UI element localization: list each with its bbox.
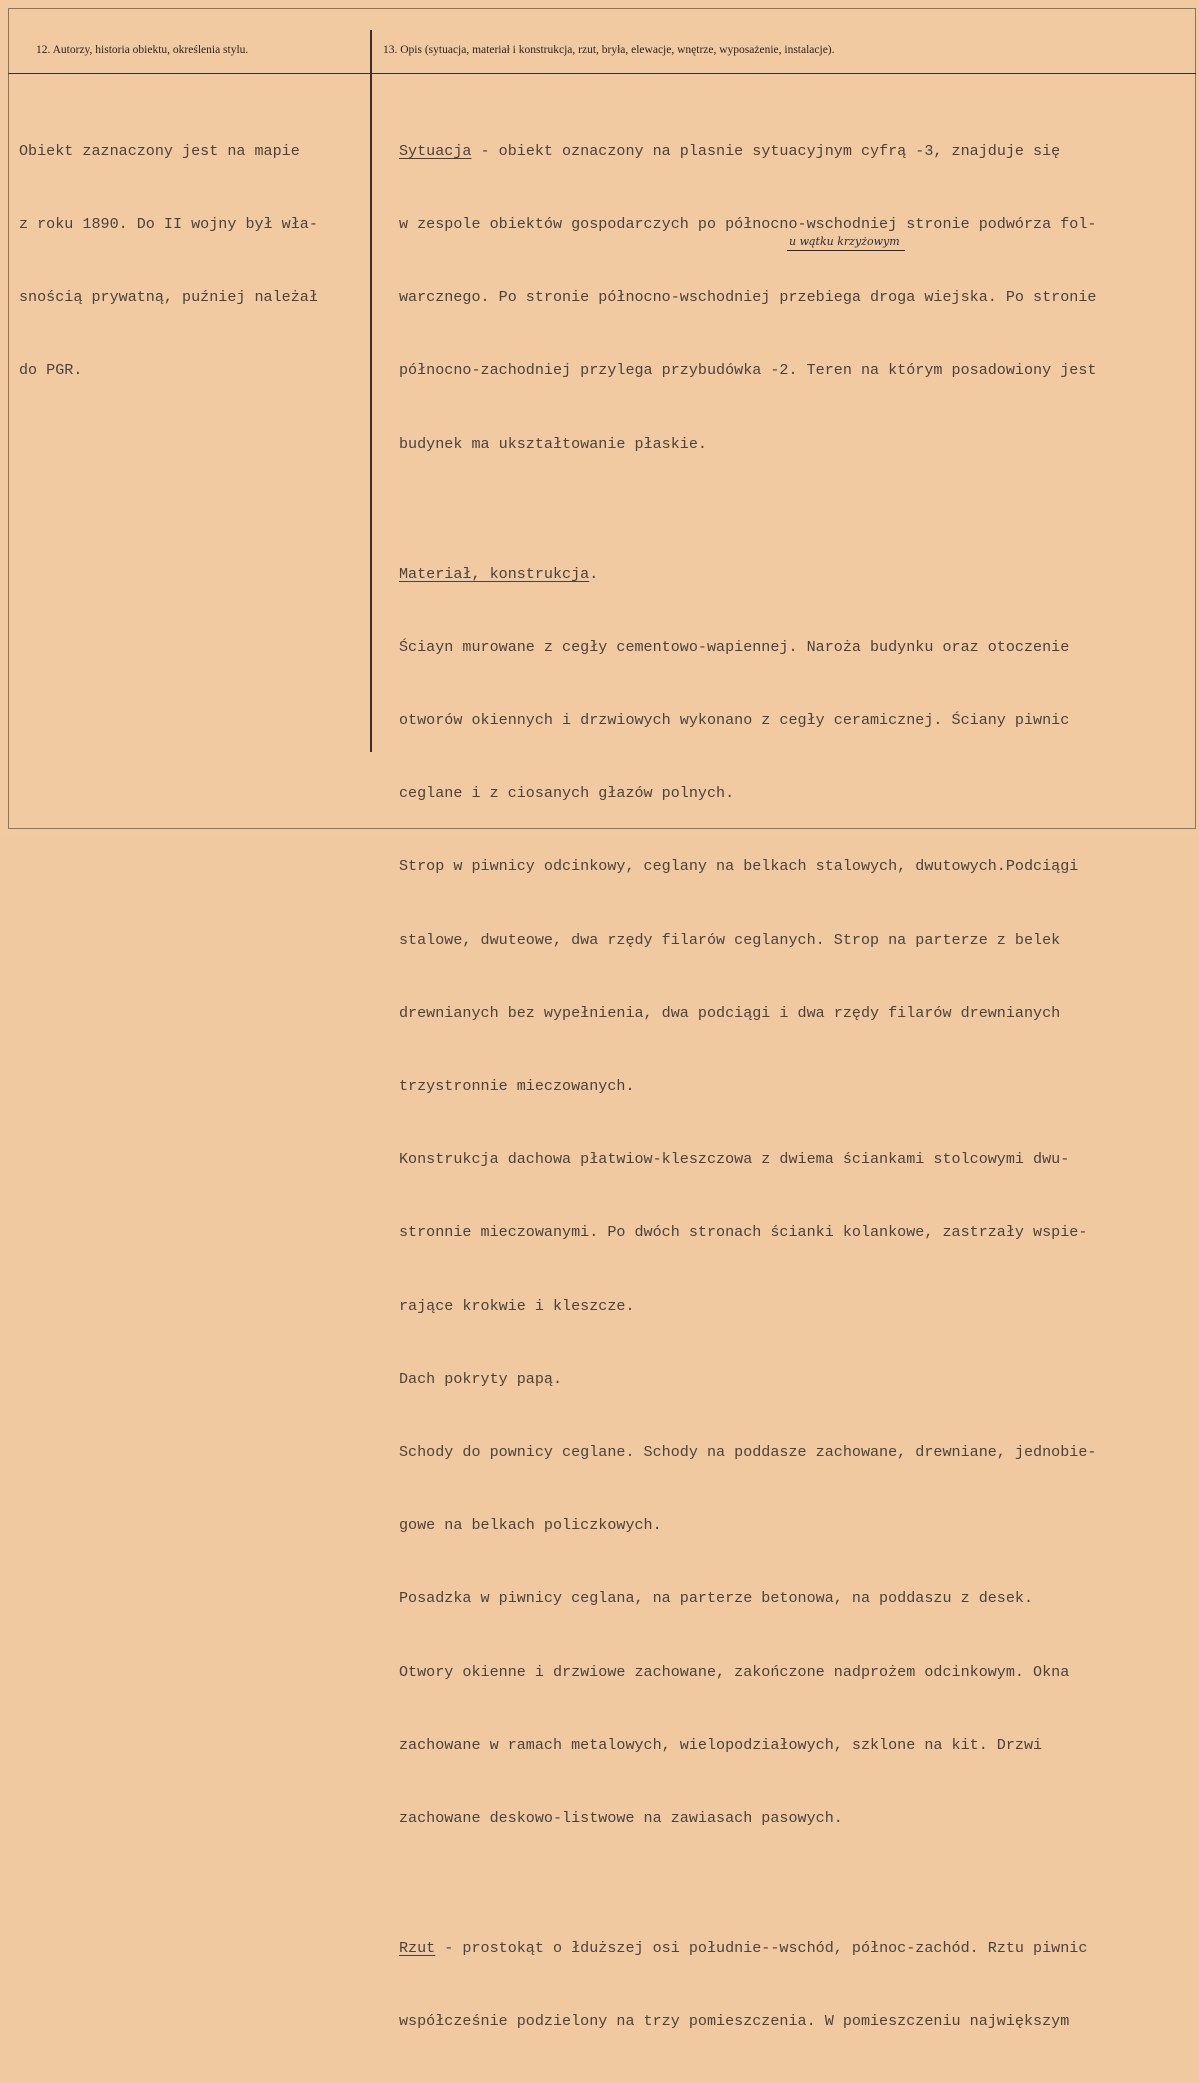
rzut-first-line: Rzut - prostokąt o łduższej osi południe--wschód, północ-zachód. Rztu piwnic bbox=[399, 1939, 1088, 1958]
text-line: w zespole obiektów gospodarczych po północno-wschodniej stronie podwórza fol- bbox=[399, 215, 1097, 234]
text-line: trzystronnie mieczowanych. bbox=[399, 1077, 635, 1096]
rzut-heading: Rzut bbox=[399, 1939, 436, 1958]
text-line: północno-zachodniej przylega przybudówka -2. Teren na którym posadowiony jest bbox=[399, 361, 1097, 380]
sytuacja-heading: Sytuacja bbox=[399, 141, 472, 160]
material-heading: Materiał, konstrukcja bbox=[399, 564, 590, 583]
text-line: Ściayn murowane z cegły cementowo-wapiennej. Naroża budynku oraz otoczenie bbox=[399, 637, 1070, 656]
text-line: Posadzka w piwnicy ceglana, na parterze betonowa, na poddaszu z desek. bbox=[399, 1589, 1034, 1608]
text-line: Otwory okienne i drzwiowe zachowane, zakończone nadprożem odcinkowym. Okna bbox=[399, 1662, 1070, 1681]
text-line: budynek ma ukształtowanie płaskie. bbox=[399, 434, 707, 453]
text-line: Konstrukcja dachowa płatwiow-kleszczowa z dwiema ściankami stolcowymi dwu- bbox=[399, 1150, 1070, 1169]
section-13-header: 13. Opis (sytuacja, materiał i konstrukcja, rzut, bryła, elewacje, wnętrze, wyposażenie, instalacje). bbox=[383, 44, 835, 56]
text-line: zachowane w ramach metalowych, wielopodziałowych, szklone na kit. Drzwi bbox=[399, 1735, 1043, 1754]
history-text bbox=[19, 90, 318, 432]
text-line: zachowane deskowo-listwowe na zawiasach pasowych. bbox=[399, 1809, 843, 1828]
text-line: ceglane i z ciosanych głazów polnych. bbox=[399, 784, 735, 803]
sytuacja-first-line: Sytuacja - obiekt oznaczony na plasnie sytuacyjnym cyfrą -3, znajduje się bbox=[399, 141, 1061, 160]
text-line: rające krokwie i kleszcze. bbox=[399, 1296, 635, 1315]
text-line: Strop w piwnicy odcinkowy, ceglany na belkach stalowych, dwutowych.Podciągi bbox=[399, 857, 1079, 876]
text-line: Obiekt zaznaczony jest na mapie bbox=[19, 141, 300, 160]
material-heading-line: Materiał, konstrukcja. bbox=[399, 564, 599, 583]
section-12-header: 12. Autorzy, historia obiektu, określenia stylu. bbox=[36, 44, 249, 56]
text-line: drewnianych bez wypełnienia, dwa podciągi i dwa rzędy filarów drewnianych bbox=[399, 1003, 1061, 1022]
description-text bbox=[399, 90, 1096, 2083]
paragraph-gap bbox=[399, 505, 1096, 513]
text-line: otworów okiennych i drzwiowych wykonano z cegły ceramicznej. Ściany piwnic bbox=[399, 711, 1070, 730]
text-line: stronnie mieczowanymi. Po dwóch stronach ścianki kolankowe, zastrzały wspie- bbox=[399, 1223, 1088, 1242]
handwritten-note: u wątku krzyżowym bbox=[789, 235, 900, 248]
text-line: gowe na belkach policzkowych. bbox=[399, 1516, 662, 1535]
text-line: snością prywatną, puźniej należał bbox=[19, 288, 318, 307]
text-line: Schody do pownicy ceglane. Schody na poddasze zachowane, drewniane, jednobie- bbox=[399, 1443, 1097, 1462]
text-line: do PGR. bbox=[19, 361, 83, 380]
text-line: z roku 1890. Do II wojny był wła- bbox=[19, 215, 318, 234]
text-line: warcznego. Po stronie północno-wschodniej przebiega droga wiejska. Po stronie bbox=[399, 288, 1097, 307]
text-line: stalowe, dwuteowe, dwa rzędy filarów ceglanych. Strop na parterze z belek bbox=[399, 930, 1061, 949]
header-rule bbox=[8, 73, 1196, 74]
text-line: Dach pokryty papą. bbox=[399, 1369, 563, 1388]
column-divider bbox=[370, 30, 372, 752]
handwritten-underline bbox=[787, 250, 905, 251]
paragraph-gap bbox=[399, 1879, 1096, 1887]
text-line: współcześnie podzielony na trzy pomieszczenia. W pomieszczeniu największym bbox=[399, 2012, 1070, 2031]
